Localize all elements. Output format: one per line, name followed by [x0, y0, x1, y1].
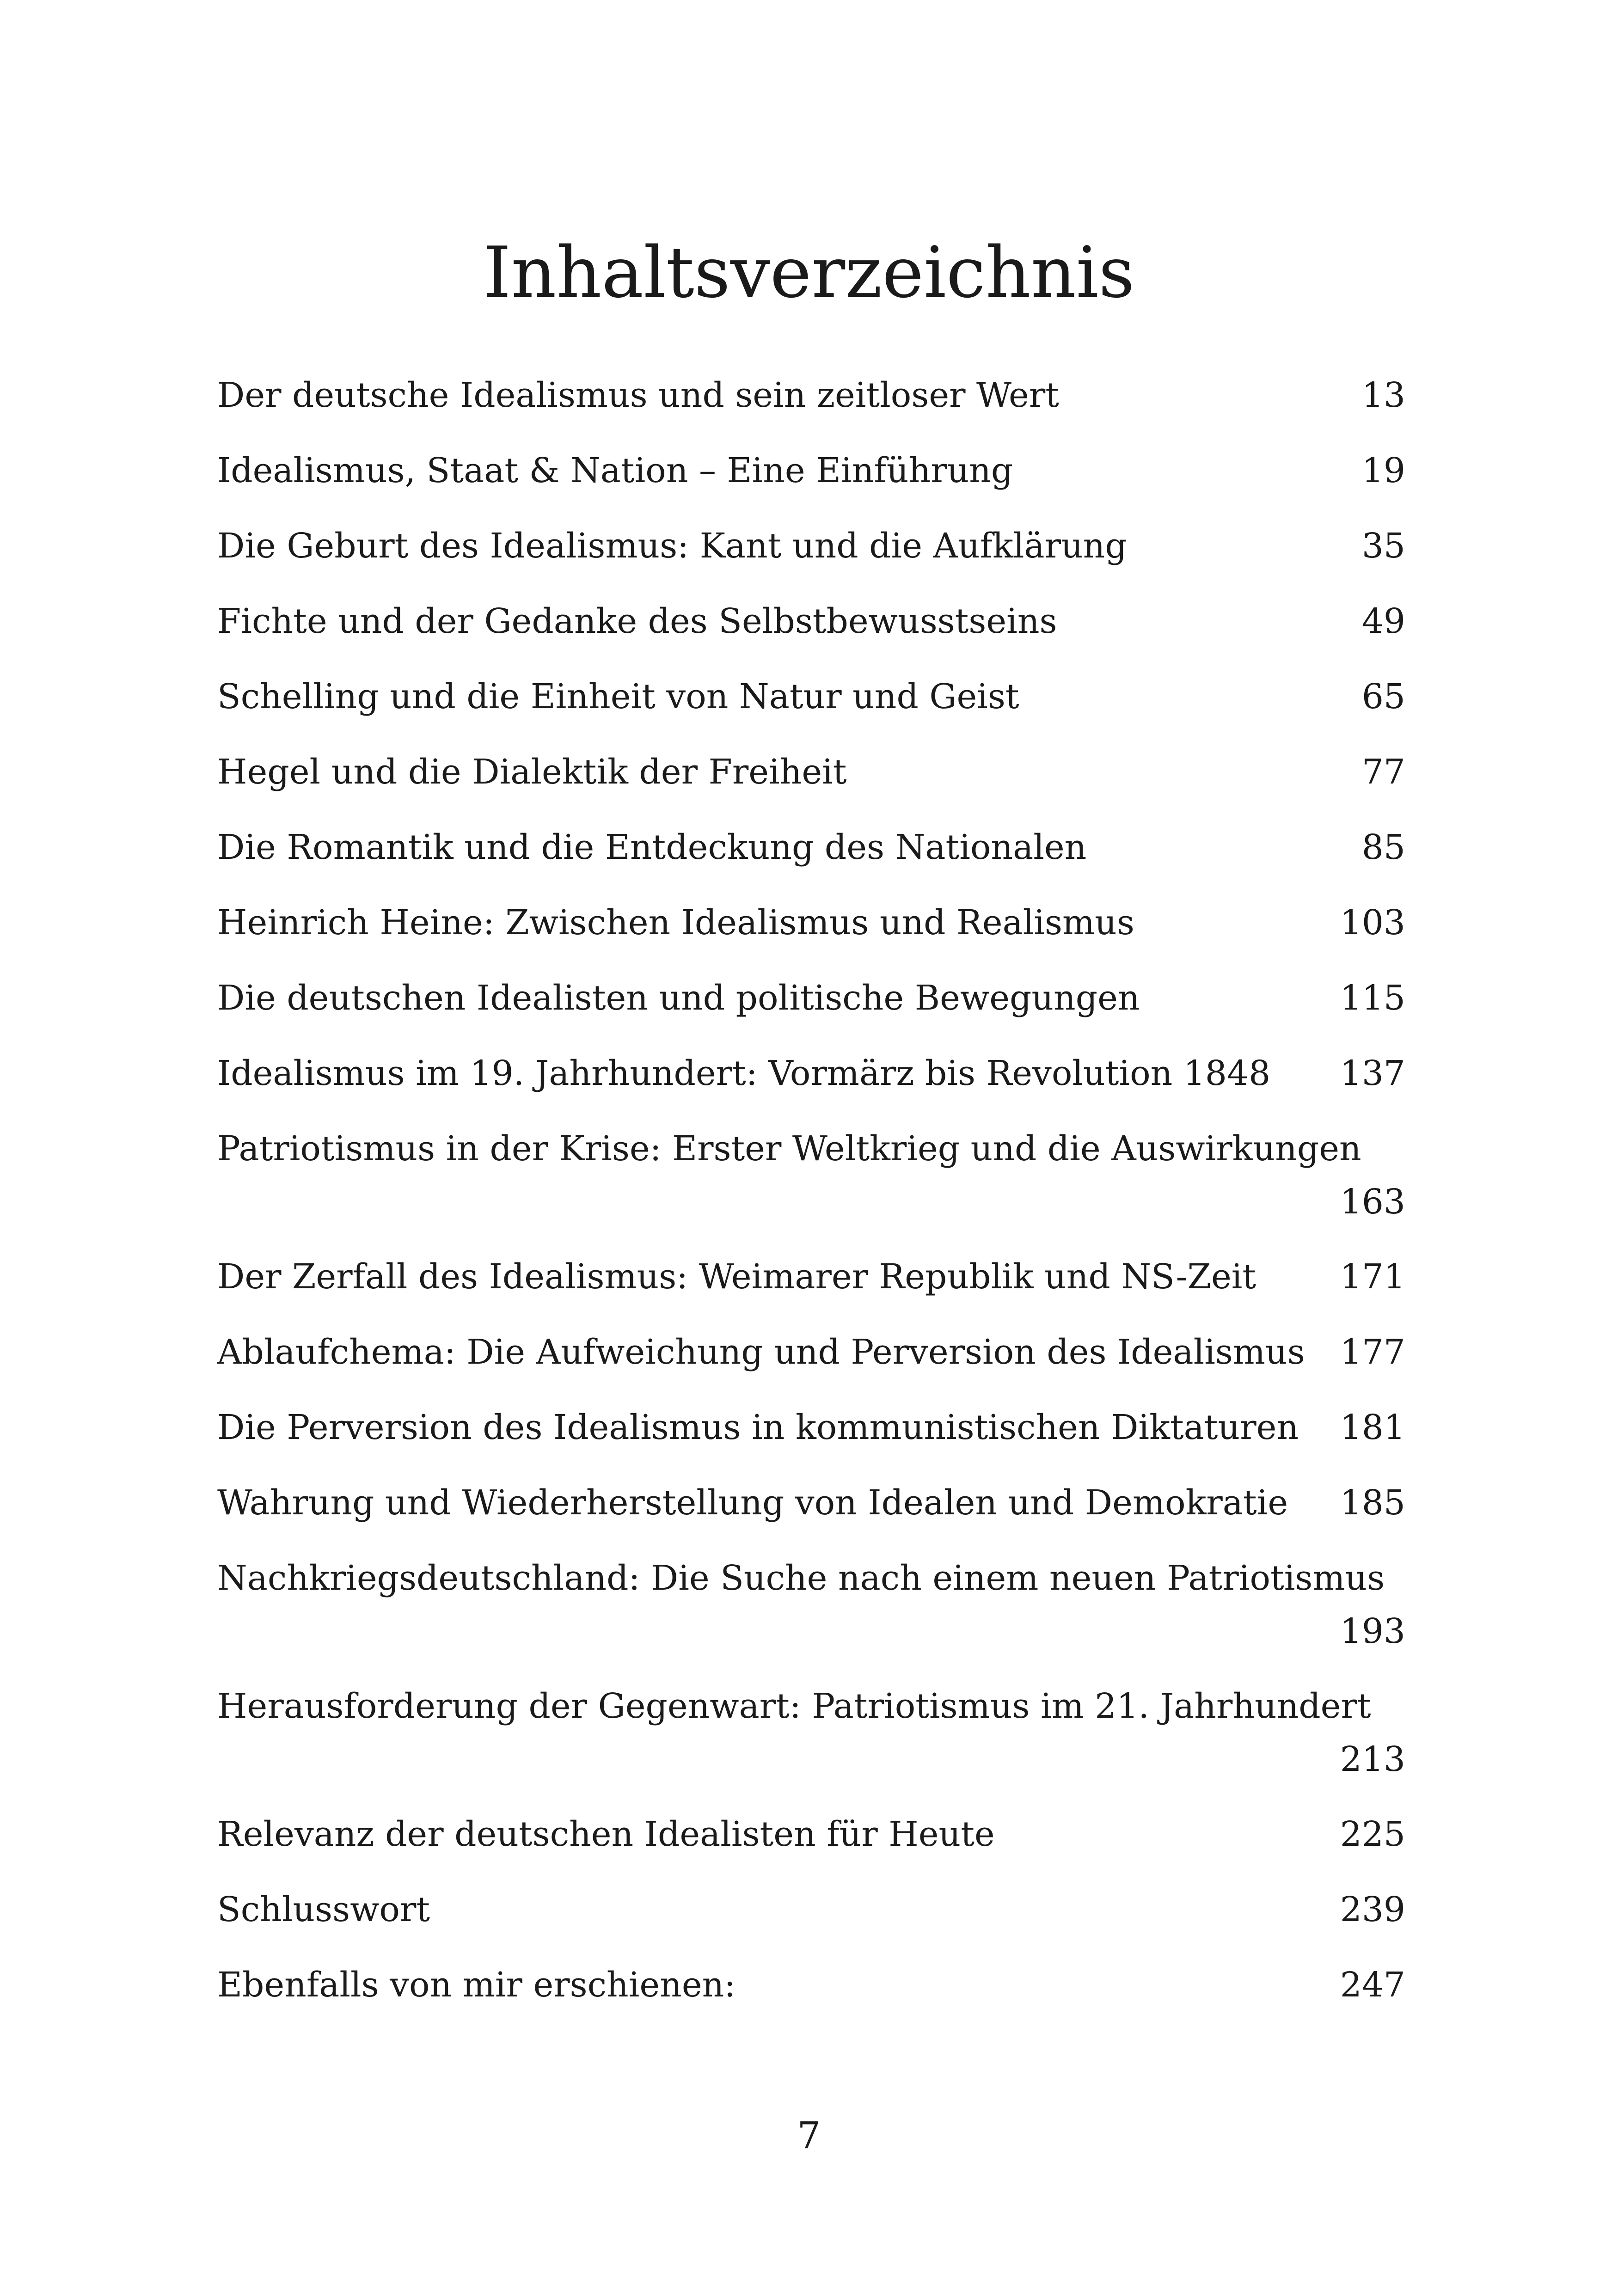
- page-number: 7: [797, 2114, 821, 2157]
- toc-entry-title: Die Perversion des Idealismus in kommunistischen Diktaturen: [217, 1408, 1299, 1447]
- toc-entry-title: Herausforderung der Gegenwart: Patriotismus im 21. Jahrhundert: [217, 1686, 1371, 1726]
- toc-entry-title: Patriotismus in der Krise: Erster Weltkrieg und die Auswirkungen: [217, 1129, 1361, 1169]
- toc-entry-page: 85: [1361, 827, 1405, 867]
- toc-entry-title: Schelling und die Einheit von Natur und Geist: [217, 677, 1019, 716]
- toc-entry-page: 213: [1340, 1739, 1405, 1779]
- toc-entry-title: Fichte und der Gedanke des Selbstbewusstseins: [217, 601, 1057, 641]
- toc-entry-title: Relevanz der deutschen Idealisten für Heute: [217, 1814, 995, 1854]
- toc-entry-page: 13: [1361, 375, 1405, 415]
- toc-entry-page: 185: [1340, 1483, 1405, 1523]
- toc-entry-page: 49: [1361, 601, 1405, 641]
- toc-entry-page: 35: [1361, 526, 1405, 566]
- toc-entry-title: Die Romantik und die Entdeckung des Nationalen: [217, 827, 1087, 867]
- toc-entry-title: Idealismus, Staat & Nation – Eine Einführung: [217, 451, 1013, 490]
- toc-entry-title: Ablaufchema: Die Aufweichung und Perversion des Idealismus: [217, 1332, 1305, 1372]
- toc-entry-title: Die deutschen Idealisten und politische Bewegungen: [217, 978, 1140, 1018]
- toc-entry-title: Nachkriegsdeutschland: Die Suche nach einem neuen Patriotismus: [217, 1558, 1385, 1598]
- toc-entry-page: 19: [1361, 451, 1405, 490]
- toc-entry-page: 239: [1340, 1890, 1405, 1929]
- toc-entry-title: Heinrich Heine: Zwischen Idealismus und Realismus: [217, 903, 1134, 943]
- toc-entry-page: 163: [1340, 1182, 1405, 1222]
- toc-entry-page: 193: [1340, 1611, 1405, 1651]
- toc-entry-title: Der Zerfall des Idealismus: Weimarer Republik und NS-Zeit: [217, 1257, 1256, 1297]
- toc-entry-title: Hegel und die Dialektik der Freiheit: [217, 752, 847, 792]
- table-of-contents: [217, 0, 1405, 2296]
- toc-entry-page: 65: [1361, 677, 1405, 716]
- toc-entry-page: 225: [1340, 1814, 1405, 1854]
- toc-entry-page: 103: [1340, 903, 1405, 943]
- toc-entry-title: Schlusswort: [217, 1890, 430, 1929]
- toc-entry-page: 115: [1340, 978, 1405, 1018]
- toc-entry-page: 171: [1340, 1257, 1405, 1297]
- toc-entry-title: Die Geburt des Idealismus: Kant und die Aufklärung: [217, 526, 1127, 566]
- toc-entry-title: Wahrung und Wiederherstellung von Idealen und Demokratie: [217, 1483, 1288, 1523]
- toc-entry-title: Idealismus im 19. Jahrhundert: Vormärz bis Revolution 1848: [217, 1053, 1271, 1093]
- toc-entry-page: 77: [1361, 752, 1405, 792]
- toc-entry-page: 247: [1340, 1965, 1405, 2005]
- toc-entry-page: 181: [1340, 1408, 1405, 1447]
- toc-entry-page: 177: [1340, 1332, 1405, 1372]
- toc-entry-title: Ebenfalls von mir erschienen:: [217, 1965, 736, 2005]
- page-title: Inhaltsverzeichnis: [483, 232, 1135, 313]
- toc-entry-page: 137: [1340, 1053, 1405, 1093]
- toc-entry-title: Der deutsche Idealismus und sein zeitloser Wert: [217, 375, 1059, 415]
